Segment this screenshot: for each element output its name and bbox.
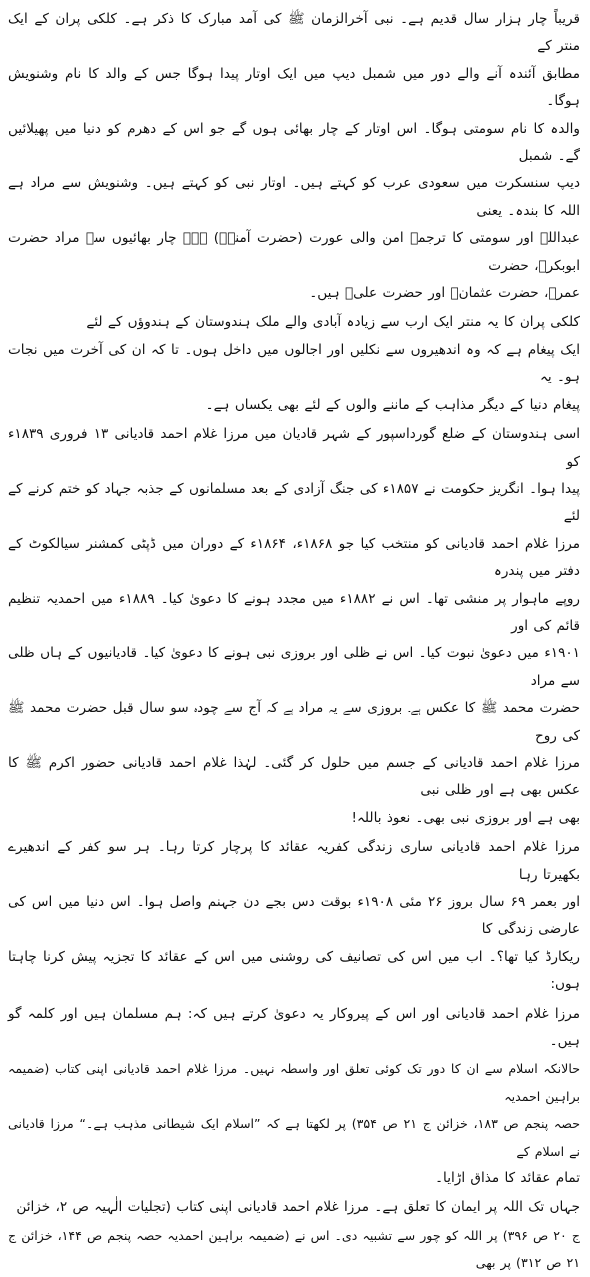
text-line: مرزا غلام احمد قادیانی کے جسم میں حلول کر گئی۔ لہٰذا غلام احمد قادیانی حضور اکرم ﷺ کا عکس بھی ہے اور ظلی نبی (8, 754, 580, 799)
paragraph-mirza-biography (8, 421, 580, 832)
text-line: حصہ پنجم ص ۱۸۳، خزائن ج ۲۱ ص ۳۵۴) پر لکھتا ہے کہ ”اسلام ایک شیطانی مذہب ہے۔“ مرزا قادیانی نے اسلام کے (8, 1116, 581, 1159)
text-line: ایک پیغام ہے کہ وہ اندھیروں سے نکلیں اور اجالوں میں داخل ہوں۔ تا کہ ان کی آخرت میں نجات ہو۔ یہ (8, 341, 580, 386)
text-line: روپے ماہوار پر منشی تھا۔ اس نے ۱۸۸۲ء میں مجدد ہونے کا دعویٰ کیا۔ ۱۸۸۹ء میں احمدیہ تنظیم قائم کی اور (8, 590, 580, 634)
paragraph-claims-of-islam (8, 1001, 580, 1193)
text-line: حضرت محمد ﷺ کا عکس ہے۔ بروزی سے یہ مراد ہے کہ آج سے چودہ سو سال قبل حضرت محمد ﷺ کی روح (8, 700, 580, 744)
paragraph-message-to-hindus (8, 309, 580, 419)
text-line: اسی ہندوستان کے ضلع گورداسپور کے شہر قادیان میں مرزا غلام احمد قادیانی ۱۳ فروری ۱۸۳۹ء کو (8, 426, 580, 470)
paragraph-belief-in-allah (8, 1194, 580, 1276)
text-line: مرزا غلام احمد قادیانی ساری زندگی کفریہ عقائد کا پرچار کرتا رہا۔ ہر سو کفر کے اندھیرے بکھیرتا رہا (8, 839, 580, 883)
text-line: دیپ سنسکرت میں سعودی عرب کو کہتے ہیں۔ اوتار نبی کو کہتے ہیں۔ وشنویش سے مراد ہے اللہ کا بندہ۔ یعنی (8, 175, 580, 219)
text-line: جہاں تک اللہ پر ایمان کا تعلق ہے۔ مرزا غلام احمد قادیانی اپنی کتاب (تجلیات الٰہیہ ص ۲، خزائن (16, 1199, 580, 1216)
text-line: مرزا غلام احمد قادیانی اور اس کے پیروکار یہ دعویٰ کرتے ہیں کہ: ہم مسلمان ہیں اور کلمہ گو ہیں۔ (8, 1005, 580, 1050)
text-line: والدہ کا نام سومتی ہوگا۔ اس اوتار کے چار بھائی ہوں گے جو اس کے دھرم کو دنیا میں پھیلائیں گے۔ شمبل (8, 120, 580, 165)
text-line: پیدا ہوا۔ انگریز حکومت نے ۱۸۵۷ء کی جنگ آزادی کے بعد مسلمانوں کے جذبہ جہاد کو ختم کرنے کے لئے (8, 480, 580, 525)
paragraph-mirza-death (8, 834, 580, 998)
text-line: ۱۹۰۱ء میں دعویٰ نبوت کیا۔ اس نے ظلی اور بروزی نبی ہونے کا دعویٰ کیا۔ قادیانیوں کے ہاں ظلی سے مراد (8, 645, 580, 689)
text-line: مرزا غلام احمد قادیانی کو منتخب کیا جو ۱۸۶۸ء، ۱۸۶۴ء کے دوران میں ڈپٹی کمشنر سیالکوٹ کے دفتر میں پندرہ (8, 535, 580, 580)
text-line: تمام عقائد کا مذاق اڑایا۔ (435, 1170, 580, 1187)
text-line: قریباً چار ہزار سال قدیم ہے۔ نبی آخرالزمان ﷺ کی آمد مبارک کا ذکر ہے۔ کلکی پران کے ایک منتر کے (8, 11, 580, 55)
text-line: عمرؓ، حضرت عثمانؓ اور حضرت علیؓ ہیں۔ (309, 285, 580, 302)
text-line: کلکی پران کا یہ منتر ایک ارب سے زیادہ آبادی والے ملک ہندوستان کے ہندوؤں کے لئے (86, 314, 580, 331)
paragraph-kalki-puran-prophecy (8, 6, 580, 307)
text-line: مطابق آئندہ آنے والے دور میں شمبل دیپ میں ایک اوتار پیدا ہوگا جس کے والد کا نام وشنویش ہوگا۔ (8, 65, 580, 110)
text-line: بھی ہے اور بروزی نبی بھی۔ نعوذ باللہ! (351, 809, 580, 826)
text-line: اور بعمر ۶۹ سال بروز ۲۶ مئی ۱۹۰۸ء بوقت دس بجے دن جہنم واصل ہوا۔ اس دنیا میں اس کی عارضی زندگی کا (8, 894, 581, 938)
text-line: ریکارڈ کیا تھا؟۔ اب میں اس کی تصانیف کی روشنی میں اس کے عقائد کا تجزیہ پیش کرنا چاہتا ہوں: (8, 948, 580, 993)
text-line: عبداللہ اور سومتی کا ترجمہ امن والی عورت (حضرت آمنہؓ) ہے۔ چار بھائیوں سے مراد حضرت ابوبکرؓ، حضرت (8, 230, 580, 274)
text-line: حالانکہ اسلام سے ان کا دور تک کوئی تعلق اور واسطہ نہیں۔ مرزا غلام احمد قادیانی اپنی کتاب (ضمیمہ براہین احمدیہ (8, 1061, 580, 1104)
text-line: ج ۲۰ ص ۳۹۶) پر اللہ کو چور سے تشبیہ دی۔ اس نے (ضمیمہ براہین احمدیہ حصہ پنجم ص ۱۴۴، خزائن ج ۲۱ ص ۳۱۲) پر بھی (8, 1227, 581, 1271)
text-line: پیغام دنیا کے دیگر مذاہب کے ماننے والوں کے لئے بھی یکساں ہے۔ (205, 396, 580, 413)
